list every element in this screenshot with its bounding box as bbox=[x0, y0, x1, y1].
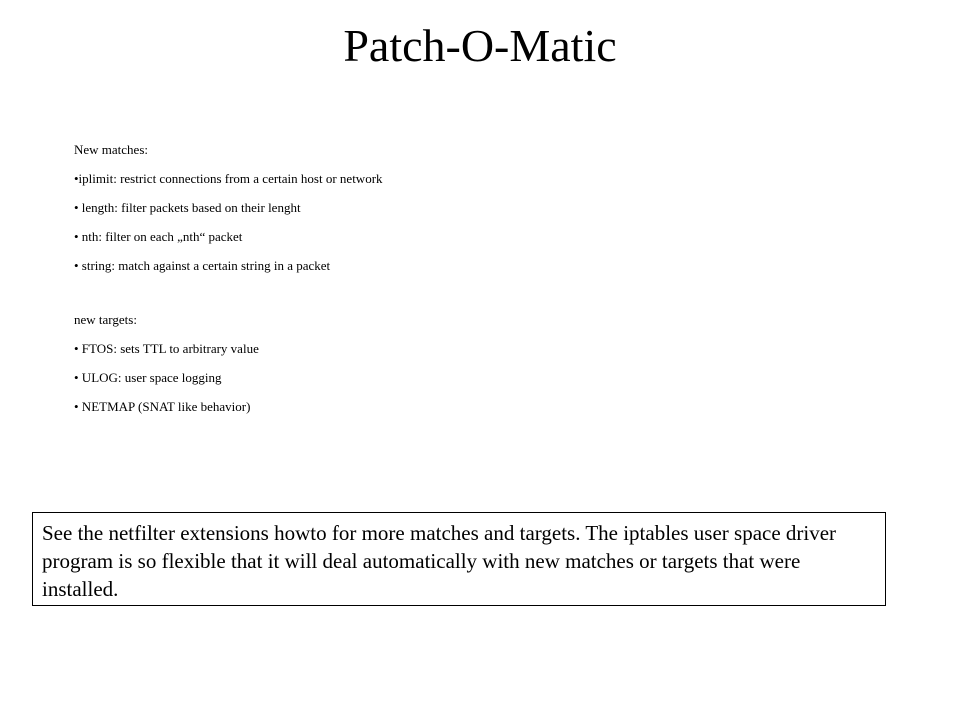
matches-list bbox=[74, 170, 774, 274]
match-item-length: • length: filter packets based on their lenght bbox=[74, 200, 301, 215]
match-item-nth: • nth: filter on each „nth“ packet bbox=[74, 229, 243, 244]
match-item-iplimit: •iplimit: restrict connections from a certain host or network bbox=[74, 171, 383, 186]
section-spacer bbox=[74, 286, 774, 311]
targets-heading: new targets: bbox=[74, 312, 137, 327]
match-item-string: • string: match against a certain string in a packet bbox=[74, 258, 331, 273]
targets-list bbox=[74, 340, 774, 415]
target-item-netmap: • NETMAP (SNAT like behavior) bbox=[74, 399, 251, 414]
note-box: See the netfilter extensions howto for more matches and targets. The iptables user space driver program is so flexible that it will deal automatically with new matches or targets that were installed. bbox=[32, 512, 886, 606]
matches-heading: New matches: bbox=[74, 142, 149, 157]
target-item-ftos: • FTOS: sets TTL to arbitrary value bbox=[74, 341, 259, 356]
content-block bbox=[74, 141, 774, 427]
slide-title: Patch-O-Matic bbox=[343, 20, 617, 71]
target-item-ulog: • ULOG: user space logging bbox=[74, 370, 222, 385]
